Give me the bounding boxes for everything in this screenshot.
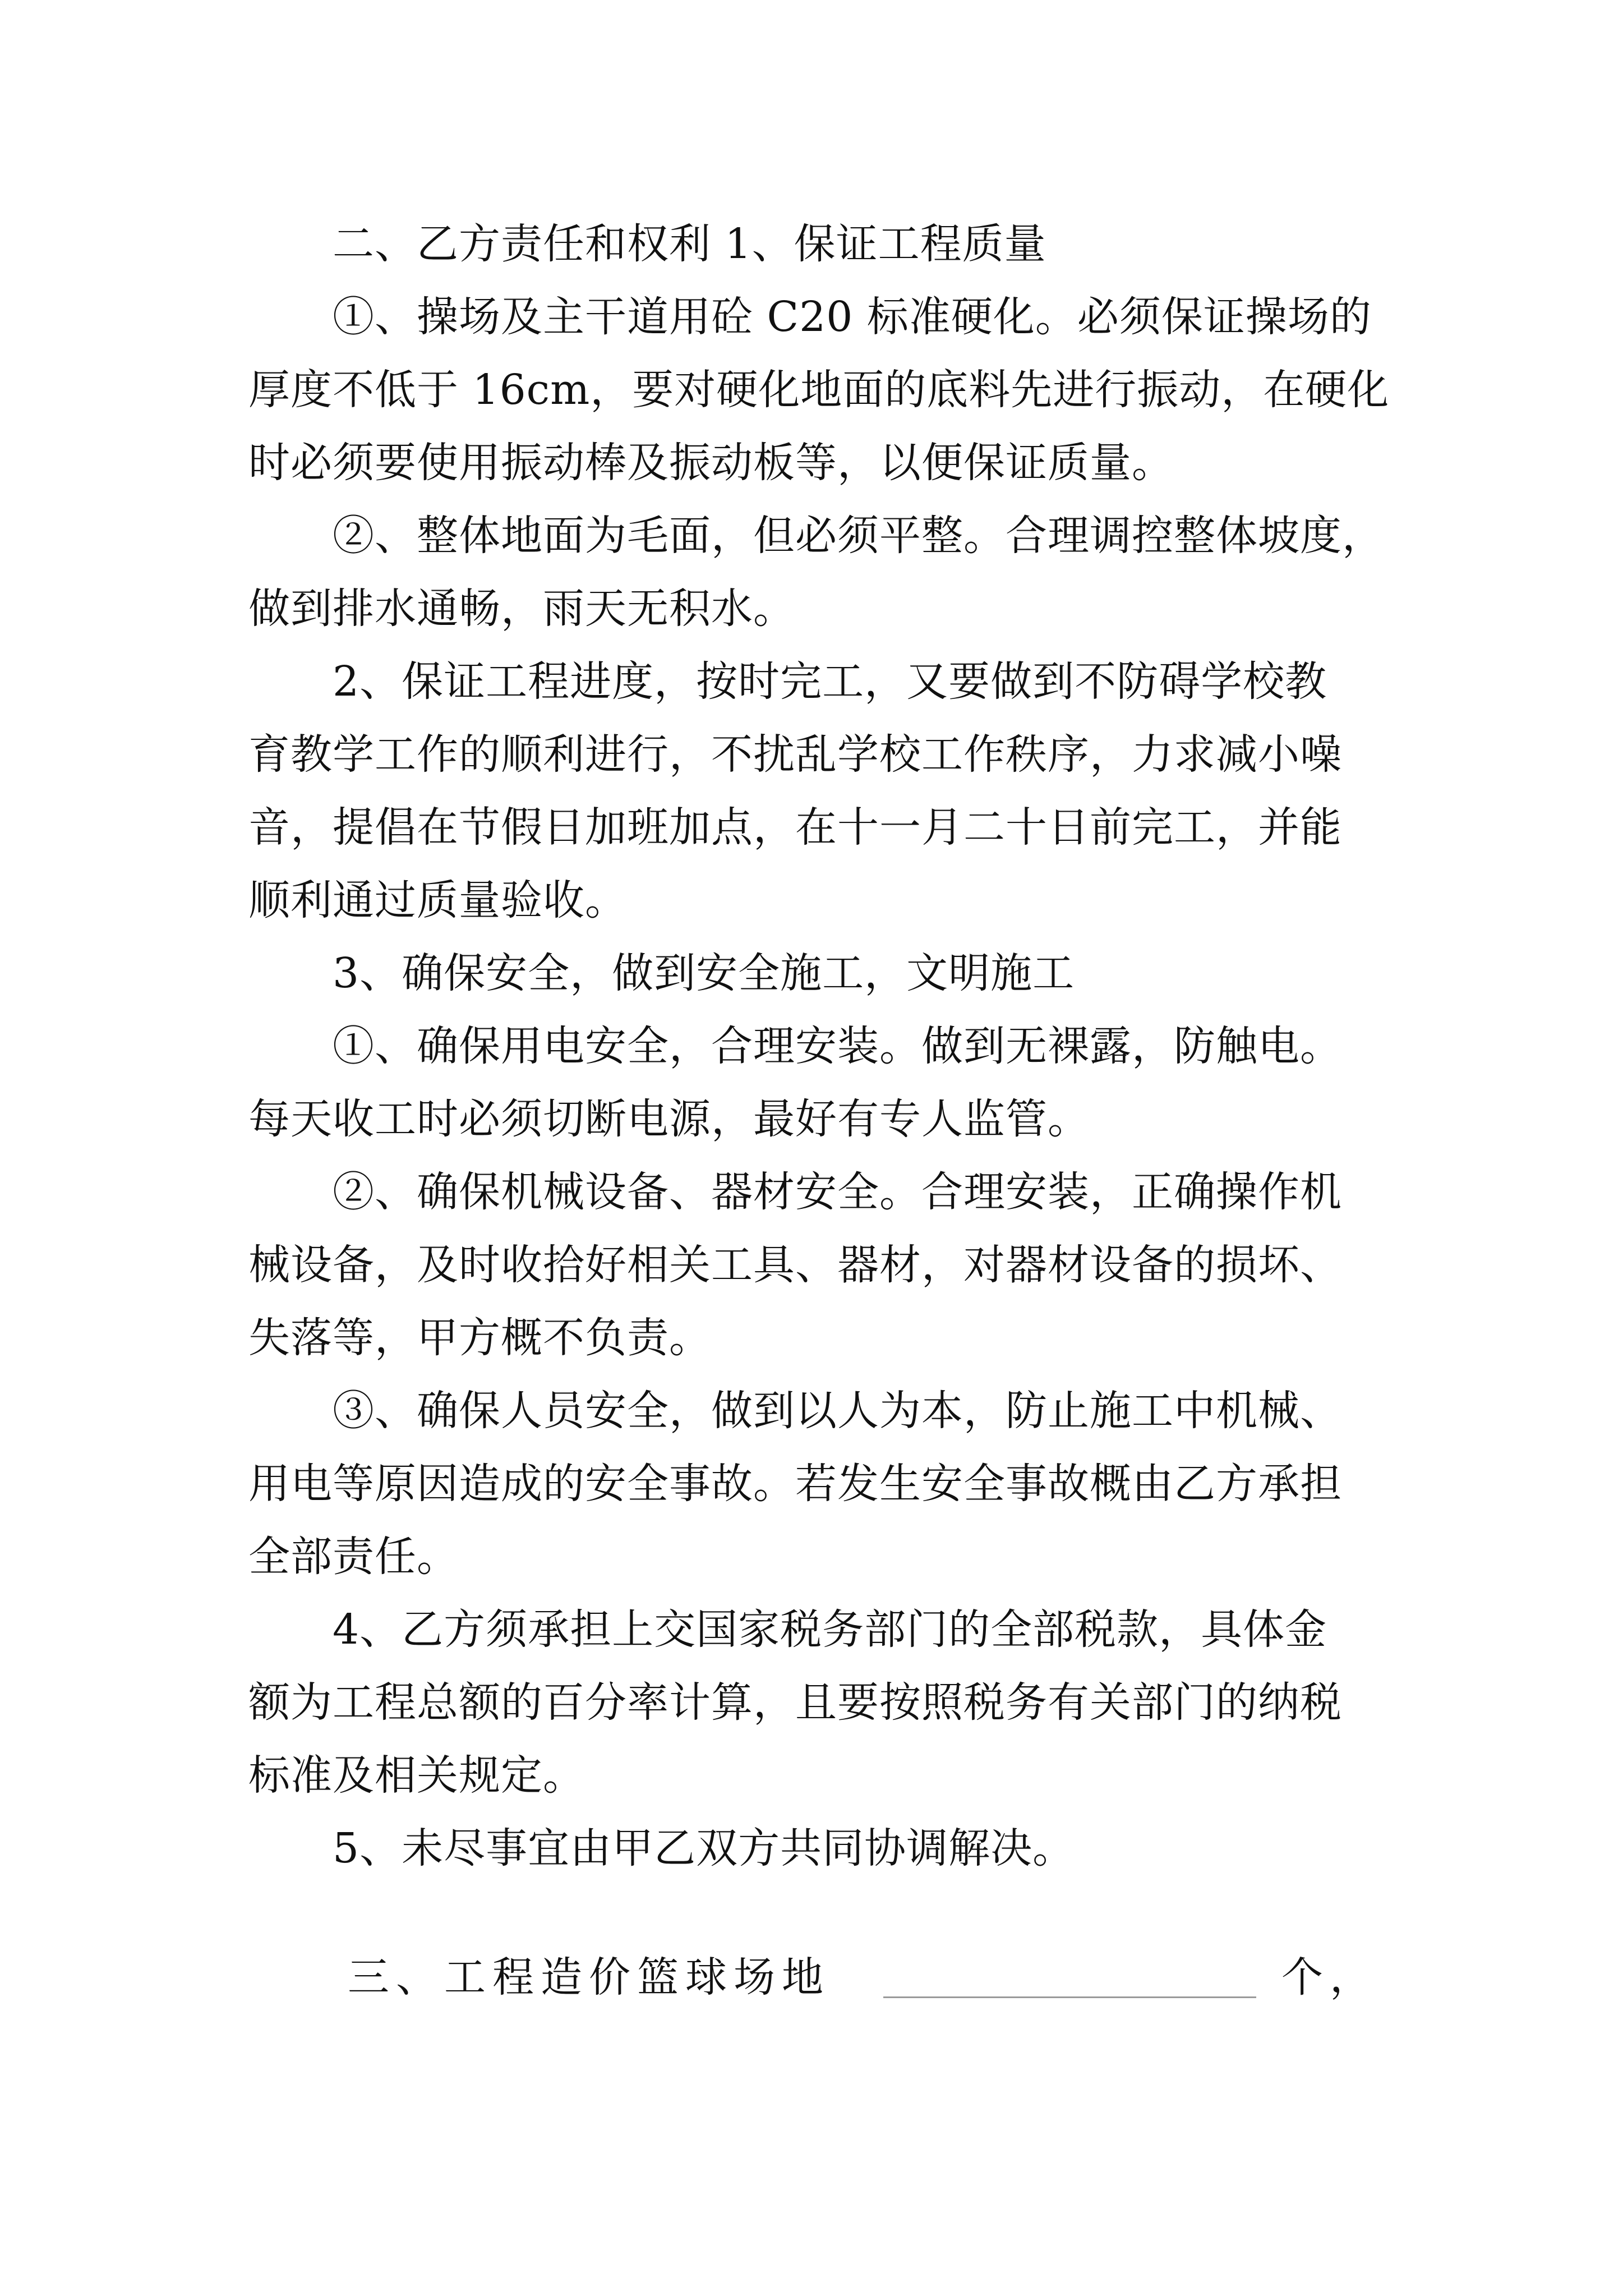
paragraph-line: 额为工程总额的百分率计算，且要按照税务有关部门的纳税 bbox=[248, 1678, 1342, 1727]
paragraph-line: 每天收工时必须切断电源，最好有专人监管。 bbox=[248, 1095, 1090, 1143]
section-heading-party-b: 二、乙方责任和权利 1、保证工程质量 bbox=[333, 220, 1046, 268]
paragraph-line: 4、乙方须承担上交国家税务部门的全部税款，具体金 bbox=[333, 1605, 1327, 1654]
paragraph-line: 做到排水通畅，雨天无积水。 bbox=[248, 585, 795, 633]
paragraph-line: ②、确保机械设备、器材安全。合理安装，正确操作机 bbox=[333, 1168, 1342, 1216]
paragraph-line: ②、整体地面为毛面，但必须平整。合理调控整体坡度， bbox=[333, 512, 1384, 560]
paragraph-line: 3、确保安全，做到安全施工，文明施工 bbox=[333, 949, 1075, 997]
fill-in-blank-line bbox=[883, 1996, 1256, 1998]
paragraph-line-tail: 个， bbox=[1281, 1953, 1378, 2001]
paragraph-line: 2、保证工程进度，按时完工，又要做到不防碍学校教 bbox=[333, 657, 1327, 706]
paragraph-line: ①、确保用电安全，合理安装。做到无裸露，防触电。 bbox=[333, 1022, 1342, 1070]
paragraph-line: 械设备，及时收拾好相关工具、器材，对器材设备的损坏、 bbox=[248, 1241, 1342, 1289]
paragraph-line: 顺利通过质量验收。 bbox=[248, 876, 627, 924]
paragraph-line: 用电等原因造成的安全事故。若发生安全事故概由乙方承担 bbox=[248, 1460, 1342, 1508]
paragraph-line: 标准及相关规定。 bbox=[248, 1751, 585, 1800]
paragraph-line: 音，提倡在节假日加班加点，在十一月二十日前完工，并能 bbox=[248, 803, 1342, 852]
section-heading-cost: 三、工程造价篮球场地 bbox=[348, 1953, 830, 2001]
paragraph-line: 厚度不低于 16cm，要对硬化地面的底料先进行振动，在硬化 bbox=[248, 366, 1390, 414]
paragraph-line: 失落等，甲方概不负责。 bbox=[248, 1314, 711, 1362]
paragraph-line: ①、操场及主干道用砼 C20 标准硬化。必须保证操场的 bbox=[333, 293, 1372, 341]
paragraph-line: ③、确保人员安全，做到以人为本，防止施工中机械、 bbox=[333, 1387, 1342, 1435]
paragraph-line: 育教学工作的顺利进行，不扰乱学校工作秩序，力求减小噪 bbox=[248, 730, 1342, 779]
paragraph-line: 全部责任。 bbox=[248, 1533, 459, 1581]
paragraph-line: 时必须要使用振动棒及振动板等，以便保证质量。 bbox=[248, 439, 1174, 487]
paragraph-line: 5、未尽事宜由甲乙双方共同协调解决。 bbox=[333, 1824, 1075, 1872]
